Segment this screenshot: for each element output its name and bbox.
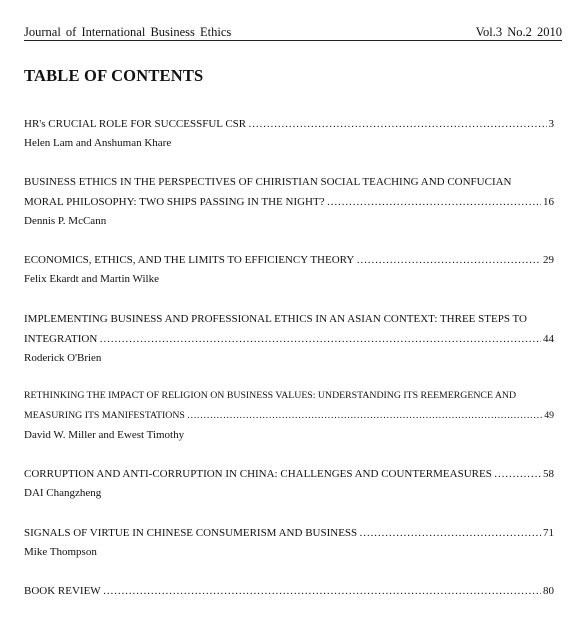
toc-entry-authors: Mike Thompson — [24, 546, 97, 558]
dot-leader — [327, 192, 541, 212]
toc-heading: TABLE OF CONTENTS — [24, 66, 204, 85]
toc-entry-title-line — [24, 172, 554, 192]
volume-issue: Vol.3 No.2 2010 — [475, 25, 562, 39]
page-number: 44 — [543, 333, 554, 345]
toc-entry — [24, 523, 554, 561]
toc-entry-title-line — [24, 329, 554, 349]
running-header — [24, 22, 562, 40]
toc-entry-title: MORAL PHILOSOPHY: TWO SHIPS PASSING IN THE NIGHT? — [24, 196, 325, 208]
toc-entry — [24, 581, 554, 601]
toc-entry-authors: Dennis P. McCann — [24, 215, 107, 227]
toc-entry-authors: DAI Changzheng — [24, 487, 102, 499]
toc-entry-title: BOOK REVIEW — [24, 585, 101, 597]
page-number: 49 — [544, 410, 554, 421]
toc-entry-title-line — [24, 386, 554, 406]
toc-entry-title: SIGNALS OF VIRTUE IN CHINESE CONSUMERISM AND BUSINESS — [24, 527, 358, 539]
toc-entry-title: MEASURING ITS MANIFESTATIONS — [24, 410, 185, 421]
toc-entry-authors: Roderick O'Brien — [24, 352, 102, 364]
toc-entry-title-line — [24, 250, 554, 270]
toc-entry-title: HR's CRUCIAL ROLE FOR SUCCESSFUL CSR — [24, 118, 247, 130]
header-rule — [24, 40, 562, 41]
toc-entry — [24, 464, 554, 502]
toc-entry — [24, 309, 554, 367]
toc-entry-title: BUSINESS ETHICS IN THE PERSPECTIVES OF CHIRISTIAN SOCIAL TEACHING AND CONFUCIAN — [24, 176, 512, 188]
toc-entry-title-line — [24, 464, 554, 484]
toc-entry-title-line — [24, 192, 554, 212]
toc-entry-authors: Felix Ekardt and Martin Wilke — [24, 273, 159, 285]
dot-leader — [356, 250, 541, 270]
page-number: 71 — [543, 527, 554, 539]
toc-entry-title: RETHINKING THE IMPACT OF RELIGION ON BUSINESS VALUES: UNDERSTANDING ITS REEMERGENCE AND — [24, 390, 517, 401]
dot-leader — [494, 464, 541, 484]
page-number: 16 — [543, 196, 554, 208]
toc-entry-title-line — [24, 581, 554, 601]
page-number: 3 — [548, 118, 554, 130]
dot-leader — [248, 114, 546, 134]
page-number: 80 — [543, 585, 554, 597]
dot-leader — [99, 329, 541, 349]
toc-entry-title-line — [24, 309, 554, 329]
toc-entry-title: IMPLEMENTING BUSINESS AND PROFESSIONAL ETHICS IN AN ASIAN CONTEXT: THREE STEPS TO — [24, 313, 527, 325]
page-number: 58 — [543, 468, 554, 480]
toc-entry-title: CORRUPTION AND ANTI-CORRUPTION IN CHINA: CHALLENGES AND COUNTERMEASURES — [24, 468, 492, 480]
toc-entry-title-line — [24, 406, 554, 426]
journal-title: Journal of International Business Ethics — [24, 25, 232, 39]
toc-entry — [24, 114, 554, 152]
dot-leader — [187, 406, 542, 426]
toc-entry-authors: David W. Miller and Ewest Timothy — [24, 429, 185, 441]
page-number: 29 — [543, 254, 554, 266]
toc-entry-title: ECONOMICS, ETHICS, AND THE LIMITS TO EFFICIENCY THEORY — [24, 254, 355, 266]
toc-entry — [24, 172, 554, 230]
toc-entry-authors: Helen Lam and Anshuman Khare — [24, 137, 172, 149]
toc-entry-title-line — [24, 114, 554, 134]
dot-leader — [359, 523, 541, 543]
toc-entry-title: INTEGRATION — [24, 333, 98, 345]
toc-entry — [24, 250, 554, 288]
dot-leader — [103, 581, 541, 601]
toc-entry-title-line — [24, 523, 554, 543]
toc-entry — [24, 386, 554, 444]
